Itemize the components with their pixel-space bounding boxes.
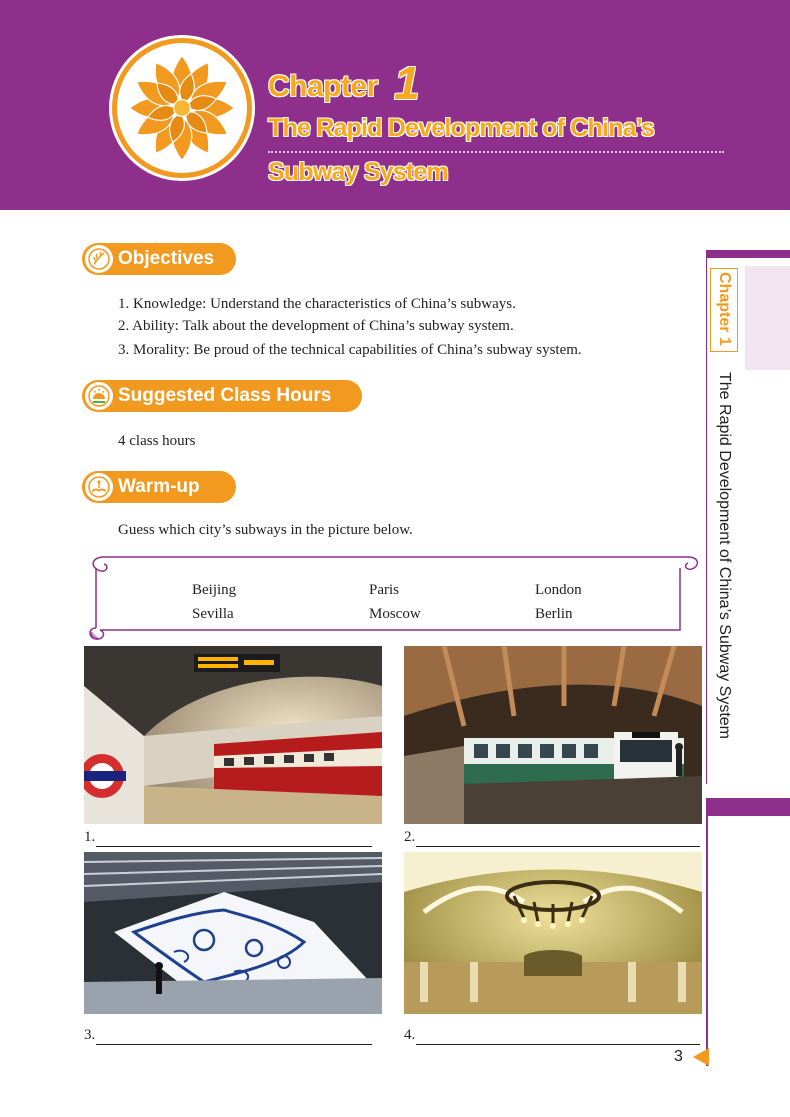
subway-photo-3	[84, 852, 382, 1014]
sidebar-shade	[745, 266, 790, 370]
chapter-emblem	[112, 38, 252, 178]
city-option: Paris	[369, 582, 399, 598]
class-hours-value: 4 class hours	[118, 433, 196, 449]
answer-blank[interactable]	[416, 846, 700, 847]
subway-photo-2	[404, 646, 702, 824]
lotus-icon	[126, 52, 238, 164]
answer-blank[interactable]	[96, 1044, 372, 1045]
class-hours-title: Suggested Class Hours	[118, 385, 332, 406]
page-arrow-icon	[693, 1048, 709, 1066]
city-option: London	[535, 582, 582, 598]
sun-icon	[85, 382, 113, 410]
subway-photo-4	[404, 852, 702, 1014]
warmup-instruction: Guess which city’s subways in the picture below.	[118, 522, 413, 538]
sidebar-chapter-label: Chapter 1	[716, 272, 733, 346]
title-divider	[268, 151, 724, 153]
objective-item: 1. Knowledge: Understand the characteristics of China’s subways.	[118, 296, 516, 312]
class-hours-heading	[82, 380, 362, 412]
chapter-title-line1: The Rapid Development of China’s	[268, 114, 655, 142]
chapter-number: 1	[394, 57, 420, 109]
objectives-title: Objectives	[118, 248, 215, 269]
objective-item: 2. Ability: Talk about the development of China’s subway system.	[118, 318, 514, 334]
warmup-heading	[82, 471, 236, 503]
objectives-heading	[82, 243, 236, 275]
sidebar-lower-rule	[706, 816, 708, 1066]
city-option: Beijing	[192, 582, 237, 598]
chapter-label: Chapter	[268, 70, 378, 103]
city-option: Moscow	[369, 606, 421, 622]
answer-blank[interactable]	[96, 846, 372, 847]
answer-label: 3.	[84, 1027, 96, 1043]
subway-photo-1	[84, 646, 382, 824]
book-icon	[85, 473, 113, 501]
answer-label: 4.	[404, 1027, 416, 1043]
page-number: 3	[674, 1048, 683, 1065]
sidebar-chapter-title: The Rapid Development of China’s Subway System	[716, 372, 733, 739]
city-option: Sevilla	[192, 606, 234, 622]
warmup-title: Warm-up	[118, 476, 200, 497]
answer-blank[interactable]	[416, 1044, 700, 1045]
wheat-icon	[85, 245, 113, 273]
objective-item: 3. Morality: Be proud of the technical capabilities of China’s subway system.	[118, 342, 582, 358]
answer-label: 2.	[404, 829, 416, 845]
answer-label: 1.	[84, 829, 96, 845]
sidebar-bottom-bar	[706, 798, 790, 816]
city-option: Berlin	[535, 606, 573, 622]
sidebar-top-bar	[706, 250, 790, 258]
chapter-title-line2: Subway System	[268, 158, 448, 186]
